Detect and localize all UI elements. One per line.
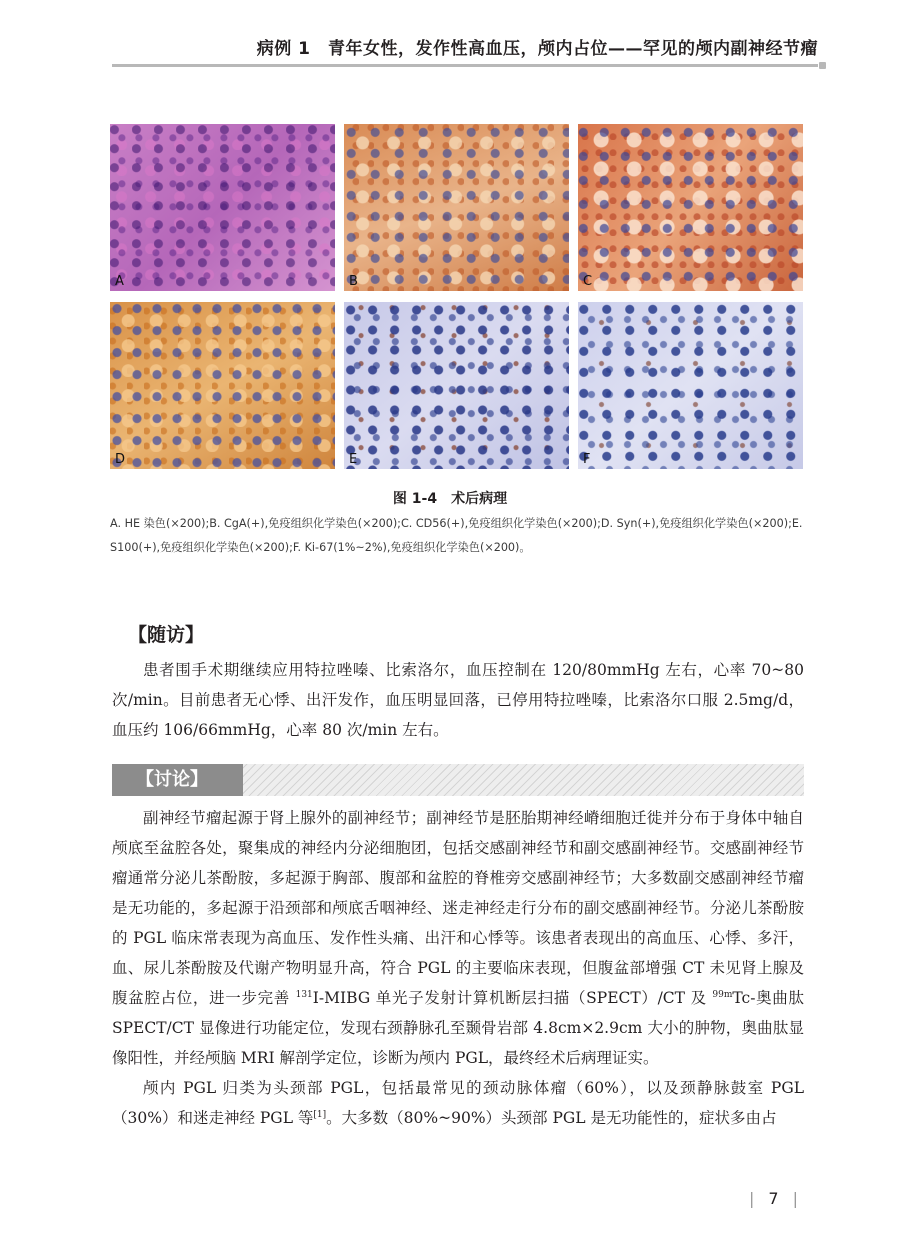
discussion-p2-text-b: 。大多数（80%~90%）头颈部 PGL 是无功能性的，症状多由占	[326, 1109, 777, 1127]
followup-paragraph: 患者围手术期继续应用特拉唑嗪、比索洛尔，血压控制在 120/80mmHg 左右，心率 70~80 次/min。目前患者无心悸、出汗发作，血压明显回落，已停用特拉唑嗪，比索洛尔口服 2.5mg/d，血压约 106/66mmHg，心率 80 次/min 左右。	[112, 661, 804, 739]
discussion-heading-bar	[112, 764, 804, 796]
figure-legend: A. HE 染色(×200);B. CgA(+),免疫组织化学染色(×200);C. CD56(+),免疫组织化学染色(×200);D. Syn(+),免疫组织化学染色(×200);E. S100(+),免疫组织化学染色(×200);F. Ki-67(1%~2%),免疫组织化学染色(×200)。	[110, 517, 803, 554]
discussion-p1-text-b: I-MIBG 单光子发射计算机断层扫描（SPECT）/CT 及	[312, 989, 713, 1007]
figure-panel-c	[578, 124, 803, 291]
panel-label-b: B	[349, 274, 358, 289]
panel-label-a: A	[115, 274, 124, 289]
page-footer	[735, 1189, 812, 1208]
isotope-superscript-99m: 99m	[712, 989, 733, 1000]
citation-reference: [1]	[313, 1109, 327, 1120]
discussion-p2-text-a: 颅内 PGL 归类为头颈部 PGL，包括最常见的颈动脉体瘤（60%），以及颈静脉鼓室 PGL（30%）和迷走神经 PGL 等	[112, 1079, 804, 1127]
header-title: 病例 1 青年女性，发作性高血压，颅内占位——罕见的颅内副神经节瘤	[256, 39, 818, 59]
figure-panel-f	[578, 302, 803, 469]
figure-panel-d	[110, 302, 335, 469]
figure-panel-e	[344, 302, 569, 469]
figure-panel-a	[110, 124, 335, 291]
header-rule-end-marker	[819, 62, 826, 69]
pathology-figure	[110, 124, 804, 470]
panel-label-d: D	[115, 452, 126, 467]
discussion-p1-text-a: 副神经节瘤起源于肾上腺外的副神经节；副神经节是胚胎期神经嵴细胞迁徙并分布于身体中轴自颅底至盆腔各处，聚集成的神经内分泌细胞团，包括交感副神经节和副交感副神经节。交感副神经节瘤通常分泌儿茶酚胺，多起源于胸部、腹部和盆腔的脊椎旁交感副神经节；大多数副交感副神经节瘤是无功能的，多起源于沿颈部和颅底舌咽神经、迷走神经走行分布的副交感副神经节。分泌儿茶酚胺的 PGL 临床常表现为高血压、发作性头痛、出汗和心悸等。该患者表现出的高血压、心悸、多汗，血、尿儿茶酚胺及代谢产物明显升高，符合 PGL 的主要临床表现，但腹盆部增强 CT 未见肾上腺及腹盆腔占位，进一步完善	[112, 809, 804, 1007]
panel-label-e: E	[349, 452, 358, 467]
footer-divider-left: |	[749, 1189, 755, 1208]
discussion-section	[112, 803, 804, 1133]
discussion-p1-text-c: Tc-奥曲肽 SPECT/CT 显像进行功能定位，发现右颈静脉孔至颞骨岩部 4.8cm×2.9cm 大小的肿物，奥曲肽显像阳性，并经颅脑 MRI 解剖学定位，诊断为颅内 PGL，最终经术后病理证实。	[112, 989, 804, 1067]
isotope-superscript-131: 131	[295, 989, 313, 1000]
header-rule	[112, 64, 818, 67]
discussion-heading: 【讨论】	[112, 764, 243, 796]
followup-heading: 【随访】	[128, 624, 205, 646]
followup-section	[112, 655, 804, 745]
panel-label-f: F	[583, 452, 591, 467]
figure-caption: 图 1-4 术后病理	[392, 491, 508, 507]
figure-panel-b	[344, 124, 569, 291]
discussion-paragraph-2	[112, 1073, 804, 1133]
footer-divider-right: |	[792, 1189, 798, 1208]
panel-label-c: C	[583, 274, 593, 289]
discussion-paragraph-1	[112, 803, 804, 1073]
page-number: 7	[768, 1189, 779, 1208]
